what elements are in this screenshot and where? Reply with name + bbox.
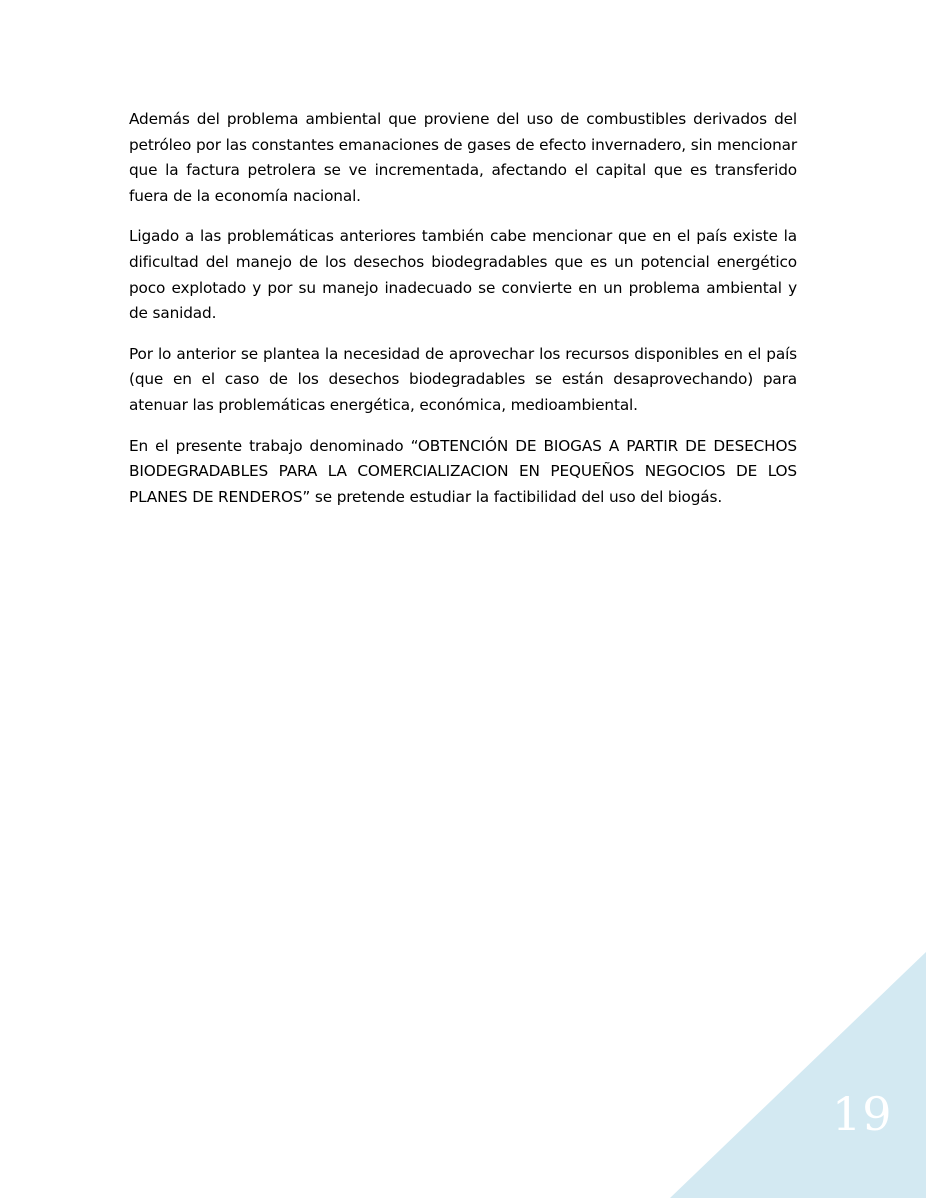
paragraph-2: Ligado a las problemáticas anteriores también cabe mencionar que en el país existe la dificultad del manejo de los desechos biodegradables que es un potencial energético poco explotado y por su manejo inadecuado se convierte en un problema ambiental y de sanidad. [129,227,797,323]
corner-triangle-shape [670,952,926,1198]
paragraph-4: En el presente trabajo denominado “OBTENCIÓN DE BIOGAS A PARTIR DE DESECHOS BIODEGRADABLES PARA LA COMERCIALIZACION EN PEQUEÑOS NEGOCIOS DE LOS PLANES DE RENDEROS” se pretende estudiar la factibilidad del uso del biogás. [129,436,797,506]
paragraph-3: Por lo anterior se plantea la necesidad de aprovechar los recursos disponibles en el país (que en el caso de los desechos biodegradables se están desaprovechando) para atenuar las problemáticas energética, económica, medioambiental. [129,344,797,414]
paragraph-1: Además del problema ambiental que proviene del uso de combustibles derivados del petróleo por las constantes emanaciones de gases de efecto invernadero, sin mencionar que la factura petrolera se ve incrementada, afectando el capital que es transferido fuera de la economía nacional. [129,110,797,205]
page-number: 19 [832,1087,893,1141]
body-text [129,107,797,525]
corner-triangle-decoration [670,952,926,1198]
